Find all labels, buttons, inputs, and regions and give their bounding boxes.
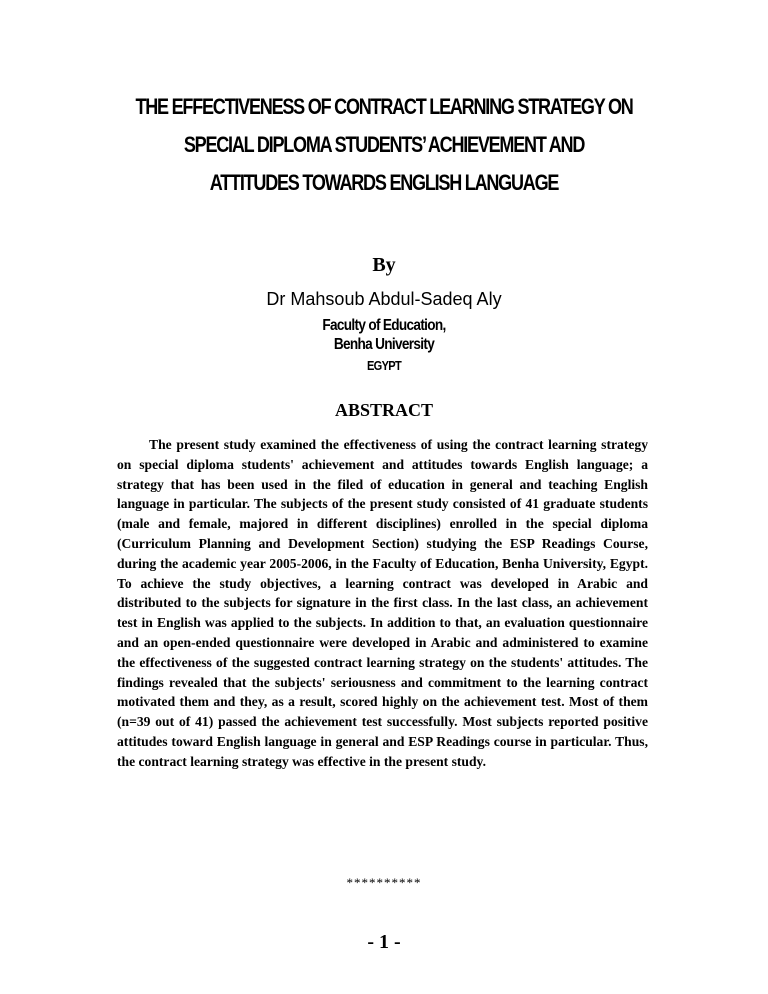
author-name: Dr Mahsoub Abdul-Sadeq Aly [266, 289, 502, 309]
title-line-3: ATTITUDES TOWARDS ENGLISH LANGUAGE [209, 170, 559, 195]
abstract-heading: ABSTRACT [334, 400, 434, 420]
abstract-body: The present study examined the effectiveness of using the contract learning strategy on special diploma students' achievement and attitudes towards English language; a strategy that has been used in the filed of education in general and teaching English language in particular. The subjects of the present study consisted of 41 graduate students (male and female, majored in different disciplines) enrolled in the special diploma (Curriculum Planning and Development Section) studying the ESP Readings Course, during the academic year 2005-2006, in the Faculty of Education, Benha University, Egypt. To achieve the study objectives, a learning contract was developed in Arabic and distributed to the subjects for signature in the first class. In the last class, an achievement test in English was applied to the subjects. In addition to that, an evaluation questionnaire and an open-ended questionnaire were developed in Arabic and administered to examine the effectiveness of the suggested contract learning strategy on the students' attitudes. The findings revealed that the subjects' seriousness and commitment to the learning contract motivated them and they, as a result, scored highly on the achievement test. Most of them (n=39 out of 41) passed the achievement test successfully. Most subjects reported positive attitudes toward English language in general and ESP Readings course in particular. Thus, the contract learning strategy was effective in the present study. [117, 437, 648, 769]
title-line-1: THE EFFECTIVENESS OF CONTRACT LEARNING STRATEGY ON [135, 94, 633, 119]
affiliation-university: Benha University [333, 336, 435, 353]
page-number: - 1 - [367, 931, 401, 953]
title-line-2: SPECIAL DIPLOMA STUDENTS’ ACHIEVEMENT AND [183, 132, 585, 157]
section-separator: ********** [346, 875, 422, 890]
affiliation-faculty: Faculty of Education, [322, 317, 446, 334]
affiliation-country: EGYPT [366, 358, 402, 373]
paper-title [69, 88, 699, 202]
by-label: By [372, 254, 396, 276]
